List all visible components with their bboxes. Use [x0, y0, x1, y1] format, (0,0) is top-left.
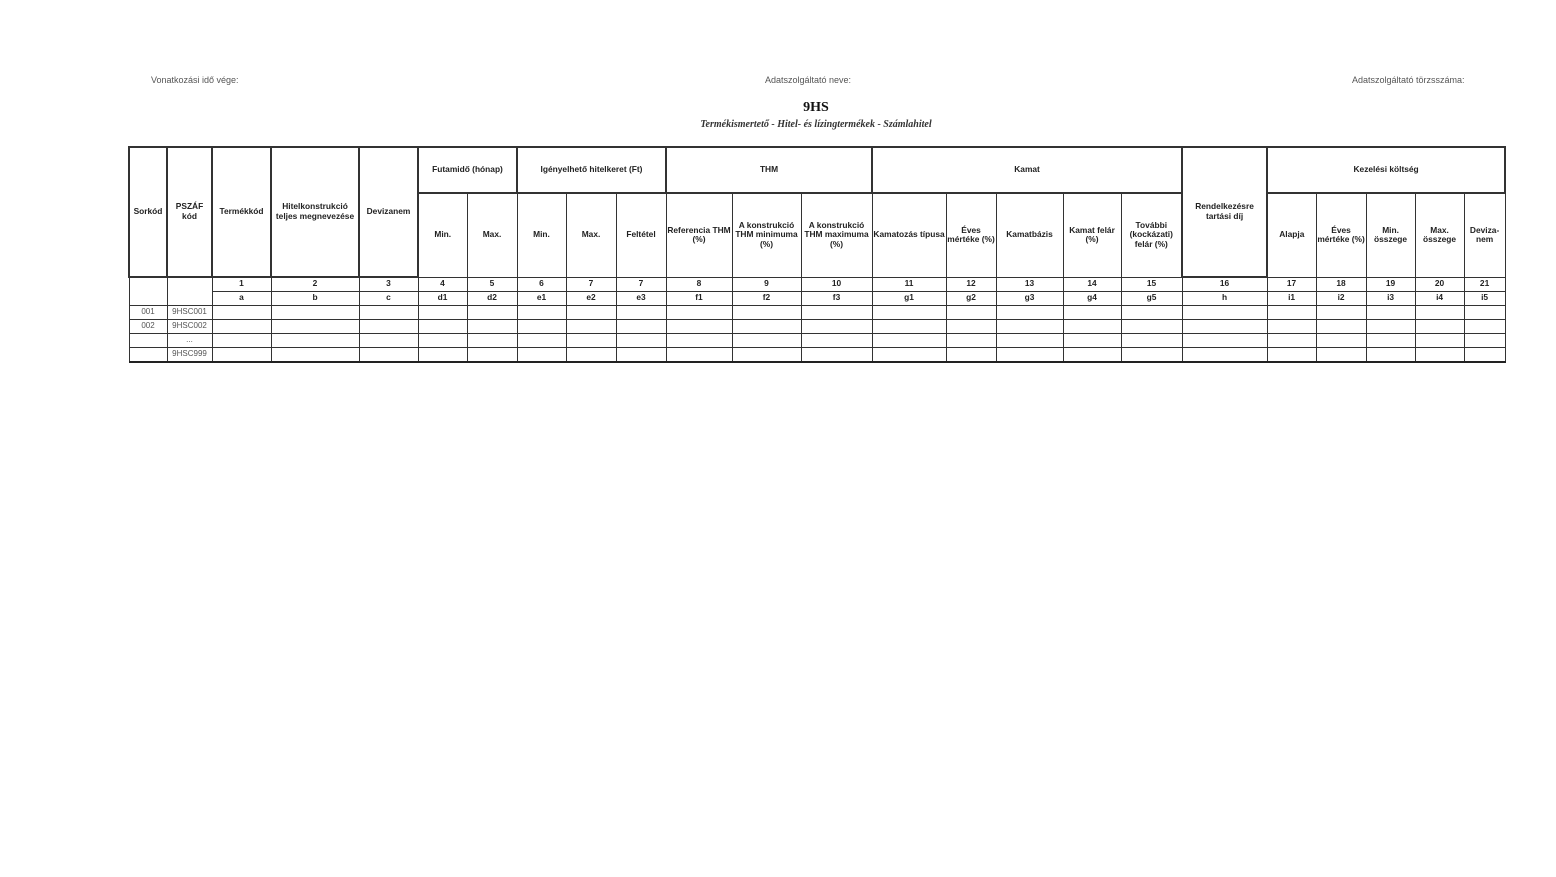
- group-futamido: Futamidő (hónap): [418, 147, 517, 193]
- empty-data-cell[interactable]: [1121, 305, 1182, 319]
- empty-data-cell[interactable]: [271, 347, 359, 362]
- column-letter-cell: i4: [1415, 291, 1464, 305]
- column-letter-cell: e1: [517, 291, 566, 305]
- row-sorkod-cell: 001: [129, 305, 167, 319]
- col-kamatbazis: Kamatbázis: [996, 193, 1063, 277]
- column-number-cell: 16: [1182, 277, 1267, 291]
- column-letter-cell: e3: [616, 291, 666, 305]
- col-kezelesi-eves-mertek: Éves mértéke (%): [1316, 193, 1366, 277]
- row-sorkod-cell: 002: [129, 319, 167, 333]
- blank-cell: [129, 277, 167, 305]
- column-number-cell: 19: [1366, 277, 1415, 291]
- empty-data-cell[interactable]: [271, 333, 359, 347]
- empty-data-cell[interactable]: [566, 305, 616, 319]
- empty-data-cell[interactable]: [1464, 347, 1505, 362]
- column-letter-cell: f1: [666, 291, 732, 305]
- table-row: [129, 333, 1505, 347]
- empty-data-cell[interactable]: [359, 305, 418, 319]
- table-row: [129, 319, 1505, 333]
- empty-data-cell[interactable]: [517, 333, 566, 347]
- empty-data-cell[interactable]: [616, 305, 666, 319]
- column-number-cell: 17: [1267, 277, 1316, 291]
- group-thm: THM: [666, 147, 872, 193]
- empty-data-cell[interactable]: [1267, 305, 1316, 319]
- empty-data-cell[interactable]: [1415, 333, 1464, 347]
- col-sorkod: Sorkód: [129, 147, 167, 277]
- empty-data-cell[interactable]: [1267, 347, 1316, 362]
- empty-data-cell[interactable]: [616, 333, 666, 347]
- col-devizanem: Devizanem: [359, 147, 418, 277]
- empty-data-cell[interactable]: [732, 319, 801, 333]
- col-futamido-max: Max.: [467, 193, 517, 277]
- form-subtitle: Termékismertető - Hitel- és lízingtermékek - Számlahitel: [700, 119, 932, 130]
- column-letter-row: [129, 291, 1505, 305]
- empty-data-cell[interactable]: [467, 333, 517, 347]
- table-row: [129, 305, 1505, 319]
- empty-data-cell[interactable]: [517, 347, 566, 362]
- empty-data-cell[interactable]: [1121, 333, 1182, 347]
- col-hitelkeret-min: Min.: [517, 193, 566, 277]
- empty-data-cell[interactable]: [1366, 319, 1415, 333]
- empty-data-cell[interactable]: [212, 333, 271, 347]
- empty-data-cell[interactable]: [359, 319, 418, 333]
- empty-data-cell[interactable]: [1182, 347, 1267, 362]
- row-sorkod-cell: [129, 347, 167, 362]
- empty-data-cell[interactable]: [1464, 333, 1505, 347]
- column-letter-cell: i3: [1366, 291, 1415, 305]
- empty-data-cell[interactable]: [1063, 305, 1121, 319]
- empty-data-cell[interactable]: [566, 347, 616, 362]
- empty-data-cell[interactable]: [801, 333, 872, 347]
- col-hitelkeret-feltetel: Feltétel: [616, 193, 666, 277]
- column-letter-cell: g4: [1063, 291, 1121, 305]
- column-number-cell: 8: [666, 277, 732, 291]
- table-row: [129, 347, 1505, 362]
- column-number-cell: 10: [801, 277, 872, 291]
- header-row-groups: [129, 147, 1505, 193]
- column-letter-cell: h: [1182, 291, 1267, 305]
- col-rendelkezesre-tartasi-dij: Rendelkezésre tartási díj: [1182, 147, 1267, 277]
- column-letter-cell: i1: [1267, 291, 1316, 305]
- empty-data-cell[interactable]: [418, 305, 467, 319]
- column-letter-cell: g2: [946, 291, 996, 305]
- empty-data-cell[interactable]: [1063, 347, 1121, 362]
- col-kezelesi-alapja: Alapja: [1267, 193, 1316, 277]
- column-letter-cell: e2: [566, 291, 616, 305]
- row-pszaf-cell: 9HSC002: [167, 319, 212, 333]
- empty-data-cell[interactable]: [801, 319, 872, 333]
- empty-data-cell[interactable]: [1415, 305, 1464, 319]
- empty-data-cell[interactable]: [1415, 319, 1464, 333]
- column-number-cell: 1: [212, 277, 271, 291]
- column-number-cell: 7: [566, 277, 616, 291]
- empty-data-cell[interactable]: [1316, 319, 1366, 333]
- empty-data-cell[interactable]: [666, 333, 732, 347]
- column-number-cell: 13: [996, 277, 1063, 291]
- empty-data-cell[interactable]: [566, 333, 616, 347]
- group-igenyelheto-hitelkeret: Igényelhető hitelkeret (Ft): [517, 147, 666, 193]
- empty-data-cell[interactable]: [517, 305, 566, 319]
- blank-cell: [167, 277, 212, 305]
- column-number-row: [129, 277, 1505, 291]
- empty-data-cell[interactable]: [467, 319, 517, 333]
- column-letter-cell: c: [359, 291, 418, 305]
- form-title: 9HS: [803, 100, 829, 115]
- col-thm-referencia: Referencia THM (%): [666, 193, 732, 277]
- empty-data-cell[interactable]: [418, 319, 467, 333]
- column-number-cell: 15: [1121, 277, 1182, 291]
- col-hitelkonstrukcio: Hitelkonstrukció teljes megnevezése: [271, 147, 359, 277]
- column-number-cell: 9: [732, 277, 801, 291]
- empty-data-cell[interactable]: [271, 319, 359, 333]
- empty-data-cell[interactable]: [872, 305, 946, 319]
- col-thm-maximum: A konstrukció THM maximuma (%): [801, 193, 872, 277]
- empty-data-cell[interactable]: [732, 333, 801, 347]
- col-hitelkeret-max: Max.: [566, 193, 616, 277]
- row-pszaf-cell: 9HSC999: [167, 347, 212, 362]
- empty-data-cell[interactable]: [1267, 319, 1316, 333]
- empty-data-cell[interactable]: [946, 347, 996, 362]
- empty-data-cell[interactable]: [359, 347, 418, 362]
- column-letter-cell: f3: [801, 291, 872, 305]
- empty-data-cell[interactable]: [946, 319, 996, 333]
- column-number-cell: 12: [946, 277, 996, 291]
- column-number-cell: 5: [467, 277, 517, 291]
- empty-data-cell[interactable]: [359, 333, 418, 347]
- empty-data-cell[interactable]: [946, 333, 996, 347]
- col-termekkod: Termékkód: [212, 147, 271, 277]
- column-number-cell: 18: [1316, 277, 1366, 291]
- empty-data-cell[interactable]: [1316, 347, 1366, 362]
- group-kamat: Kamat: [872, 147, 1182, 193]
- period-end-label: Vonatkozási idő vége:: [151, 75, 239, 85]
- empty-data-cell[interactable]: [996, 305, 1063, 319]
- empty-data-cell[interactable]: [666, 305, 732, 319]
- empty-data-cell[interactable]: [517, 319, 566, 333]
- empty-data-cell[interactable]: [1121, 347, 1182, 362]
- col-kamatozas-tipusa: Kamatozás típusa: [872, 193, 946, 277]
- empty-data-cell[interactable]: [1182, 333, 1267, 347]
- empty-data-cell[interactable]: [996, 333, 1063, 347]
- column-number-cell: 3: [359, 277, 418, 291]
- product-table: [128, 146, 1506, 363]
- col-pszaf-kod: PSZÁF kód: [167, 147, 212, 277]
- column-letter-cell: g5: [1121, 291, 1182, 305]
- empty-data-cell[interactable]: [1182, 305, 1267, 319]
- empty-data-cell[interactable]: [212, 305, 271, 319]
- row-pszaf-cell: ...: [167, 333, 212, 347]
- group-kezelesi-koltseg: Kezelési költség: [1267, 147, 1505, 193]
- column-number-cell: 14: [1063, 277, 1121, 291]
- empty-data-cell[interactable]: [801, 347, 872, 362]
- col-kezelesi-min-osszeg: Min. összege: [1366, 193, 1415, 277]
- empty-data-cell[interactable]: [271, 305, 359, 319]
- empty-data-cell[interactable]: [418, 333, 467, 347]
- provider-name-label: Adatszolgáltató neve:: [765, 75, 852, 85]
- provider-id-label: Adatszolgáltató törzsszáma:: [1352, 75, 1465, 85]
- column-letter-cell: g3: [996, 291, 1063, 305]
- empty-data-cell[interactable]: [1316, 305, 1366, 319]
- column-letter-cell: g1: [872, 291, 946, 305]
- empty-data-cell[interactable]: [872, 347, 946, 362]
- empty-data-cell[interactable]: [666, 319, 732, 333]
- column-letter-cell: b: [271, 291, 359, 305]
- empty-data-cell[interactable]: [1063, 333, 1121, 347]
- column-number-cell: 20: [1415, 277, 1464, 291]
- empty-data-cell[interactable]: [212, 319, 271, 333]
- empty-data-cell[interactable]: [1316, 333, 1366, 347]
- empty-data-cell[interactable]: [1366, 305, 1415, 319]
- col-kezelesi-max-osszeg: Max. összege: [1415, 193, 1464, 277]
- empty-data-cell[interactable]: [801, 305, 872, 319]
- column-number-cell: 6: [517, 277, 566, 291]
- column-number-cell: 4: [418, 277, 467, 291]
- column-letter-cell: d2: [467, 291, 517, 305]
- empty-data-cell[interactable]: [666, 347, 732, 362]
- column-letter-cell: i2: [1316, 291, 1366, 305]
- empty-data-cell[interactable]: [732, 347, 801, 362]
- empty-data-cell[interactable]: [566, 319, 616, 333]
- empty-data-cell[interactable]: [1063, 319, 1121, 333]
- column-number-cell: 2: [271, 277, 359, 291]
- col-thm-minimum: A konstrukció THM minimuma (%): [732, 193, 801, 277]
- empty-data-cell[interactable]: [616, 347, 666, 362]
- col-kezelesi-devizanem: Deviza-nem: [1464, 193, 1505, 277]
- column-letter-cell: i5: [1464, 291, 1505, 305]
- column-number-cell: 21: [1464, 277, 1505, 291]
- empty-data-cell[interactable]: [212, 347, 271, 362]
- row-pszaf-cell: 9HSC001: [167, 305, 212, 319]
- empty-data-cell[interactable]: [418, 347, 467, 362]
- empty-data-cell[interactable]: [1366, 347, 1415, 362]
- empty-data-cell[interactable]: [732, 305, 801, 319]
- empty-data-cell[interactable]: [872, 333, 946, 347]
- col-kamat-eves-mertek: Éves mértéke (%): [946, 193, 996, 277]
- empty-data-cell[interactable]: [1121, 319, 1182, 333]
- row-sorkod-cell: [129, 333, 167, 347]
- empty-data-cell[interactable]: [946, 305, 996, 319]
- empty-data-cell[interactable]: [1366, 333, 1415, 347]
- column-number-cell: 7: [616, 277, 666, 291]
- col-tovabbi-felar: További (kockázati) felár (%): [1121, 193, 1182, 277]
- column-letter-cell: a: [212, 291, 271, 305]
- column-number-cell: 11: [872, 277, 946, 291]
- col-kamat-felar: Kamat felár (%): [1063, 193, 1121, 277]
- empty-data-cell[interactable]: [996, 347, 1063, 362]
- empty-data-cell[interactable]: [1464, 305, 1505, 319]
- empty-data-cell[interactable]: [872, 319, 946, 333]
- column-letter-cell: d1: [418, 291, 467, 305]
- empty-data-cell[interactable]: [467, 305, 517, 319]
- col-futamido-min: Min.: [418, 193, 467, 277]
- empty-data-cell[interactable]: [467, 347, 517, 362]
- empty-data-cell[interactable]: [1182, 319, 1267, 333]
- empty-data-cell[interactable]: [1415, 347, 1464, 362]
- empty-data-cell[interactable]: [996, 319, 1063, 333]
- column-letter-cell: f2: [732, 291, 801, 305]
- empty-data-cell[interactable]: [1267, 333, 1316, 347]
- empty-data-cell[interactable]: [616, 319, 666, 333]
- empty-data-cell[interactable]: [1464, 319, 1505, 333]
